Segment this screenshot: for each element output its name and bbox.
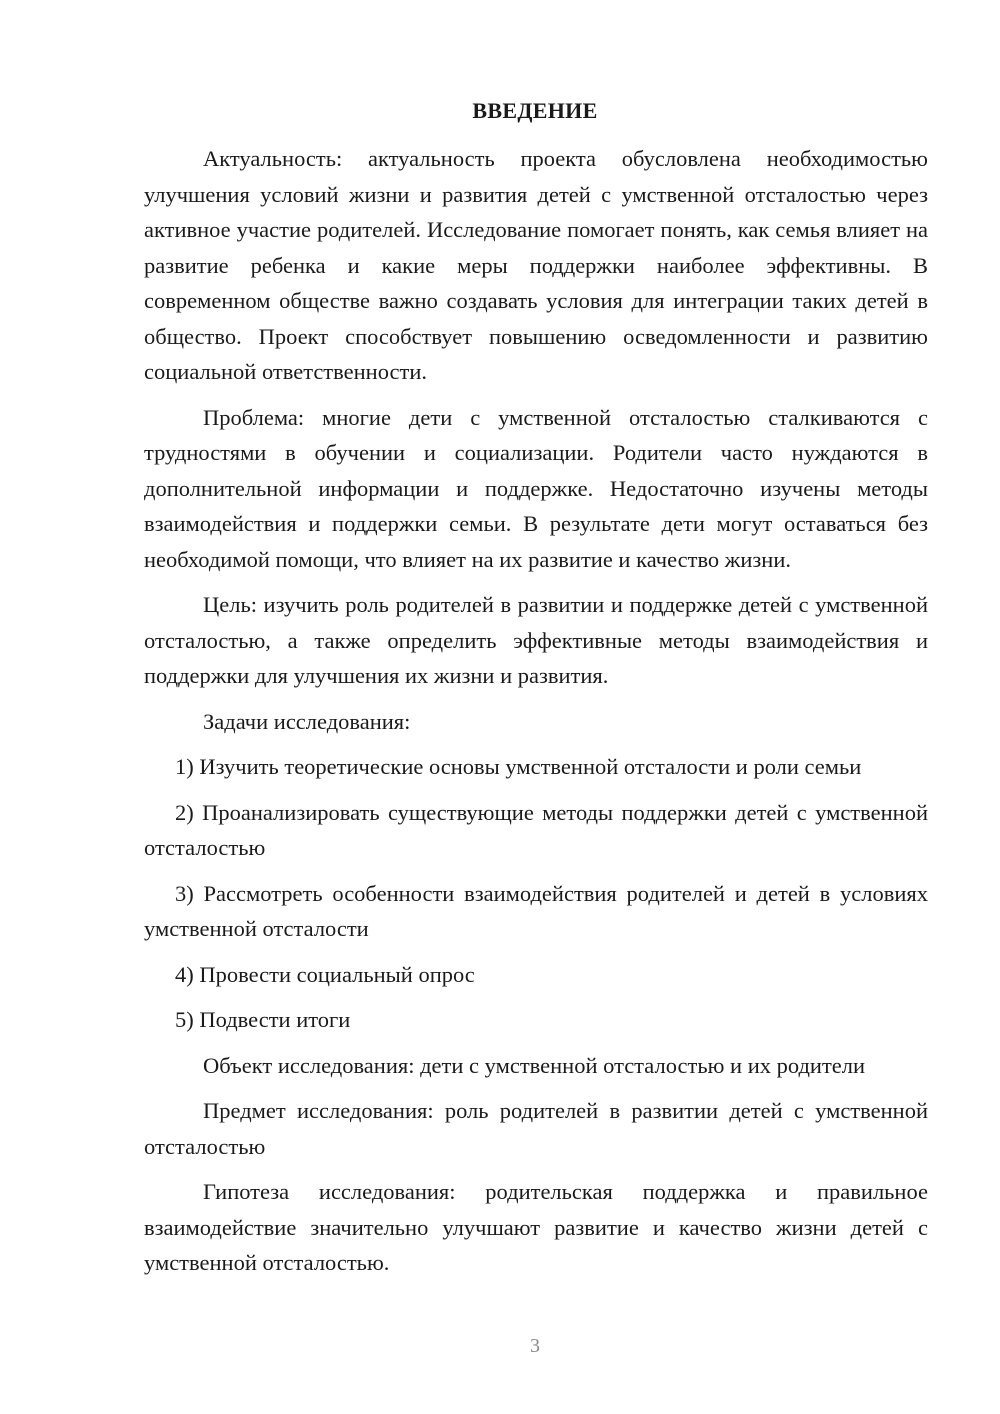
task-item-5: 5) Подвести итоги	[175, 1007, 351, 1032]
document-body	[144, 141, 928, 1291]
paragraph-tasks-heading: Задачи исследования:	[203, 708, 411, 734]
paragraph-object: Объект исследования: дети с умственной отсталостью и их родители	[203, 1052, 866, 1078]
paragraph-hypothesis: Гипотеза исследования: родительская поддержка и правильное взаимодействие значительно улучшают развитие и качество жизни детей с умственной отсталостью.	[144, 1179, 928, 1275]
task-item-1: 1) Изучить теоретические основы умственной отсталости и роли семьи	[175, 754, 862, 779]
task-item-3: 3) Рассмотреть особенности взаимодействия родителей и детей в условиях умственной отсталости	[144, 880, 928, 941]
task-item-4: 4) Провести социальный опрос	[175, 961, 475, 987]
paragraph-relevance: Актуальность: актуальность проекта обусловлена необходимостью улучшения условий жизни и развития детей с умственной отсталостью через активное участие родителей. Исследование помогает понять, как семья влияет на развитие ребенка и какие меры поддержки наиболее эффективны. В современном обществе важно создавать условия для интеграции таких детей в общество. Проект способствует повышению осведомленности и развитию социальной ответственности.	[144, 146, 928, 384]
paragraph-goal: Цель: изучить роль родителей в развитии и поддержке детей с умственной отсталостью, а также определить эффективные методы взаимодействия и поддержки для улучшения их жизни и развития.	[144, 592, 928, 688]
page-title: ВВЕДЕНИЕ	[472, 98, 598, 123]
paragraph-subject: Предмет исследования: роль родителей в развитии детей с умственной отсталостью	[144, 1098, 928, 1159]
task-item-2: 2) Проанализировать существующие методы поддержки детей с умственной отсталостью	[144, 799, 928, 860]
paragraph-problem: Проблема: многие дети с умственной отсталостью сталкиваются с трудностями в обучении и социализации. Родители часто нуждаются в дополнительной информации и поддержке. Недостаточно изучены методы взаимодействия и поддержки семьи. В результате дети могут оставаться без необходимой помощи, что влияет на их развитие и качество жизни.	[144, 404, 928, 572]
page-number: 3	[530, 1335, 540, 1357]
